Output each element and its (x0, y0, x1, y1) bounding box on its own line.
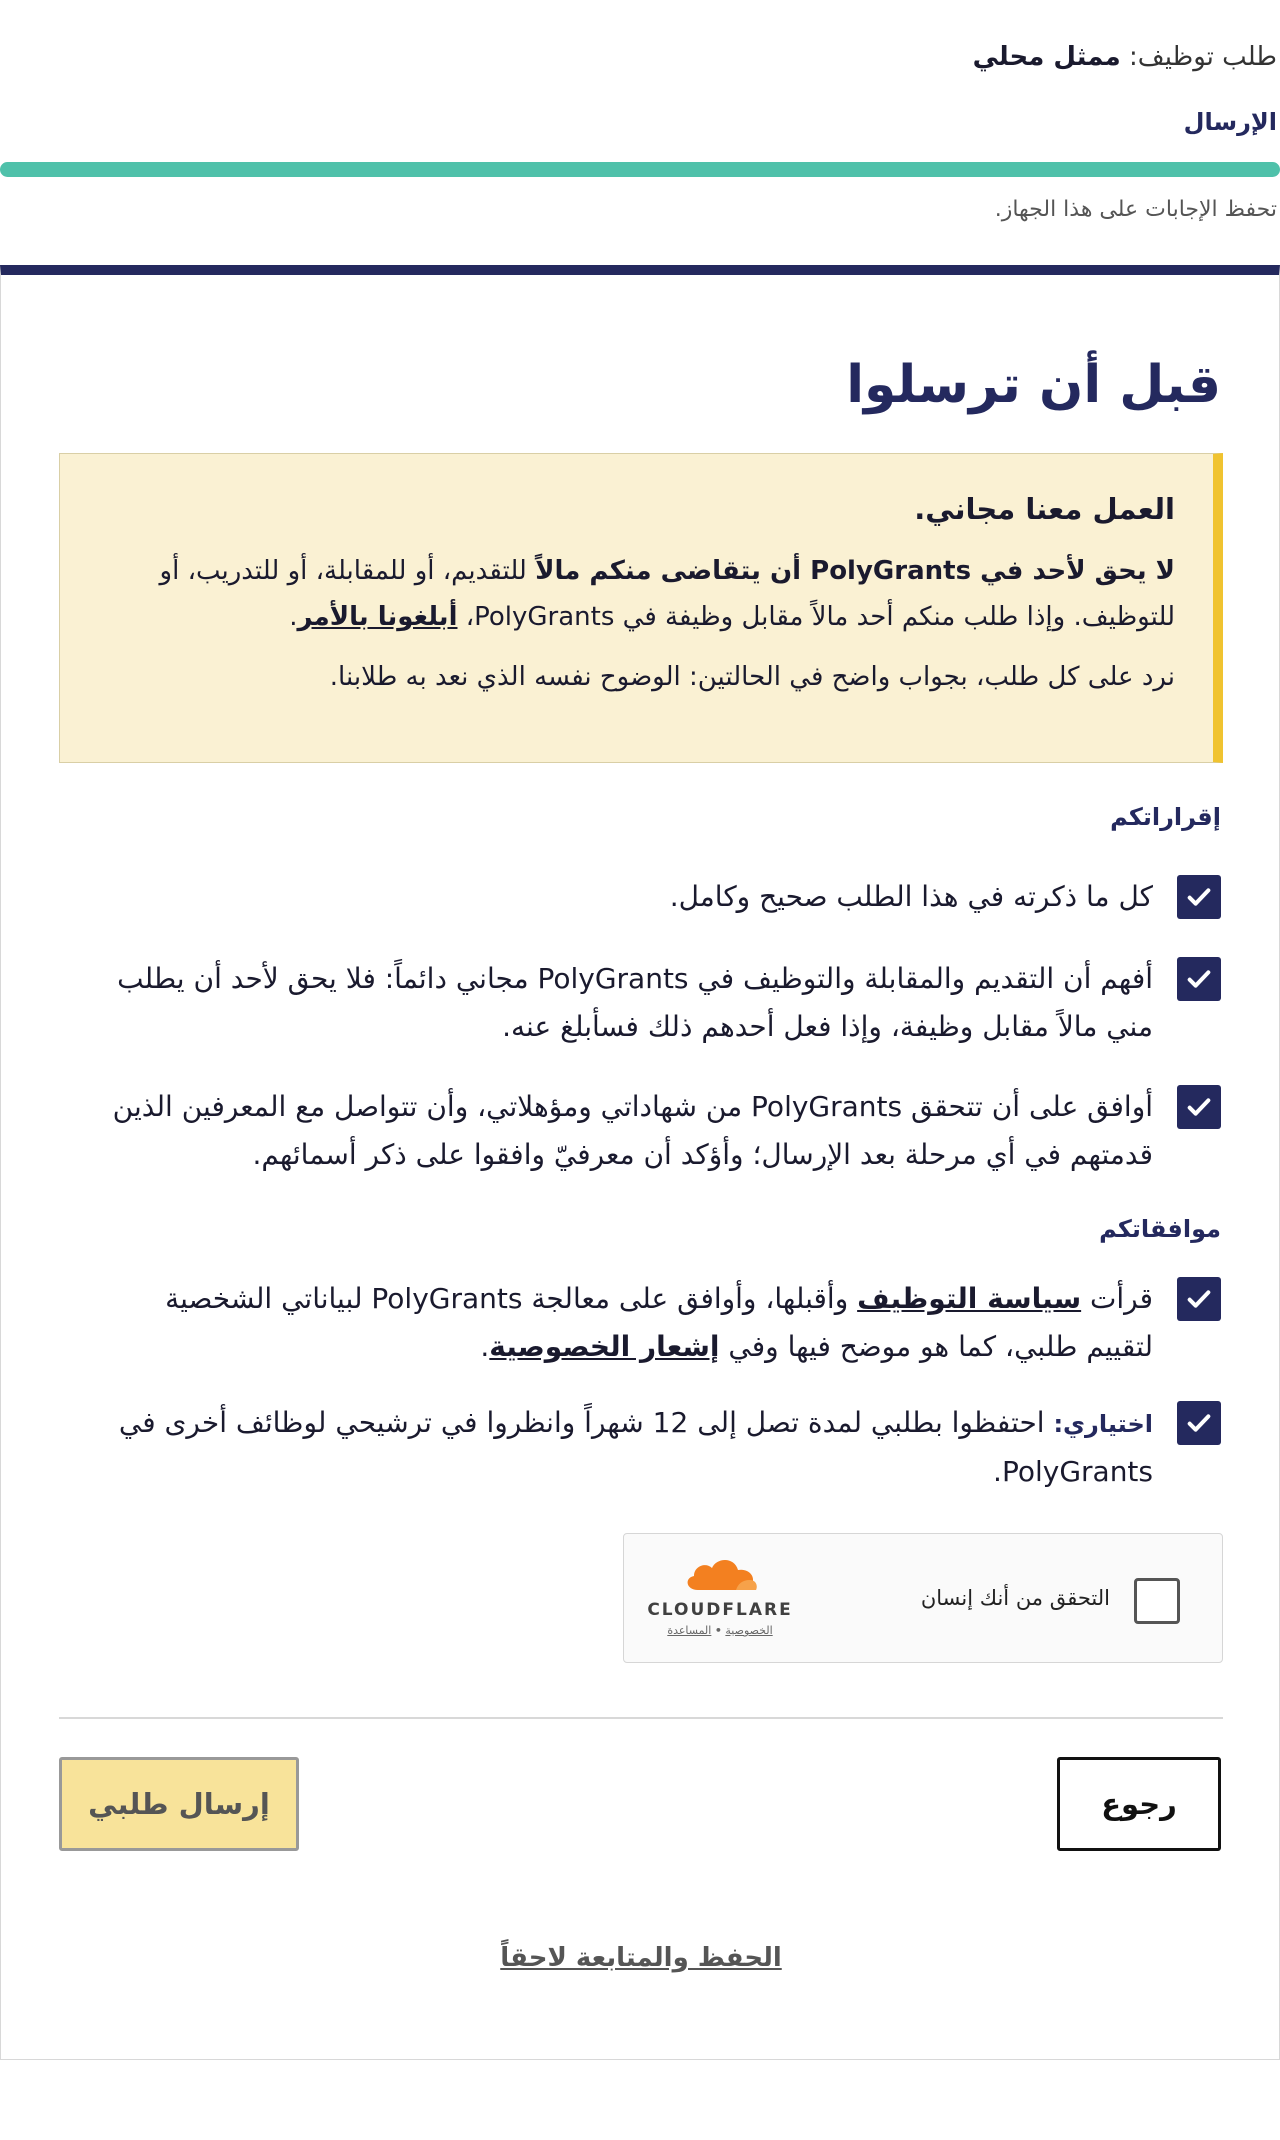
declaration-row-2[interactable] (91, 955, 1221, 1051)
notice-end: . (289, 602, 298, 632)
notice-bold-text: لا يحق لأحد في PolyGrants أن يتقاضى منكم مالاً (535, 556, 1175, 586)
check-icon (1183, 1091, 1215, 1123)
captcha-widget (623, 1533, 1223, 1663)
consent-text-part: وأقبلها، وأوافق على معالجة PolyGrants لبياناتي الشخصية لتقييم طلبي، كما هو موضح فيها وفي (165, 1282, 1153, 1363)
consent-text-1 (91, 1275, 1153, 1371)
step-label: الإرسال (1183, 108, 1277, 136)
consent-checkbox-1[interactable] (1177, 1277, 1221, 1321)
consent-row-1[interactable] (91, 1275, 1221, 1371)
declaration-checkbox-1[interactable] (1177, 875, 1221, 919)
captcha-label: التحقق من أنك إنسان (920, 1586, 1110, 1610)
privacy-notice-link[interactable]: إشعار الخصوصية (489, 1330, 720, 1363)
check-icon (1183, 1283, 1215, 1315)
check-icon (1183, 881, 1215, 913)
consent-text-2 (91, 1399, 1153, 1496)
notice-paragraph (100, 548, 1175, 640)
consents-title: موافقاتكم (1099, 1215, 1221, 1243)
declaration-text-1: كل ما ذكرته في هذا الطلب صحيح وكامل. (669, 880, 1153, 913)
report-link[interactable]: أبلغونا بالأمر (297, 602, 458, 632)
declaration-checkbox-2[interactable] (1177, 957, 1221, 1001)
consent-text-part: احتفظوا بطلبي لمدة تصل إلى 12 شهراً وانظروا في ترشيحي لوظائف أخرى في PolyGrants. (118, 1406, 1153, 1488)
hiring-policy-link[interactable]: سياسة التوظيف (857, 1282, 1082, 1315)
free-work-notice (59, 453, 1223, 763)
captcha-checkbox[interactable] (1134, 1578, 1180, 1624)
consent-text-part: قرأت (1081, 1282, 1153, 1315)
back-button[interactable]: رجوع (1057, 1757, 1221, 1851)
check-icon (1183, 963, 1215, 995)
cloudflare-wordmark: CLOUDFLARE (647, 1600, 793, 1620)
consent-row-2[interactable] (91, 1399, 1221, 1496)
divider (59, 1717, 1223, 1719)
captcha-links (640, 1624, 800, 1637)
progress-bar (0, 162, 1280, 177)
notice-text: للتقديم، أو للمقابلة، أو للتدريب، أو للتوظيف. وإذا طلب منكم أحد مالاً مقابل وظيفة في PolyGrants، (159, 556, 1175, 632)
notice-heading: العمل معنا مجاني. (914, 492, 1175, 526)
save-note: تحفظ الإجابات على هذا الجهاز. (994, 197, 1277, 222)
submit-card (0, 265, 1280, 2060)
declarations-title: إقراراتكم (1110, 803, 1221, 831)
consent-checkbox-2[interactable] (1177, 1401, 1221, 1445)
save-and-continue-later-link[interactable]: الحفظ والمتابعة لاحقاً (500, 1943, 782, 1973)
job-title: ممثل محلي (972, 42, 1121, 72)
optional-label: اختياري: (1053, 1410, 1153, 1438)
consent-text-part: . (480, 1330, 490, 1363)
captcha-help-link[interactable]: المساعدة (667, 1624, 712, 1637)
cloudflare-logo (640, 1554, 800, 1644)
declaration-row-1[interactable] (91, 873, 1221, 921)
page-title: قبل أن ترسلوا (846, 355, 1221, 415)
declaration-row-3[interactable] (91, 1083, 1221, 1179)
check-icon (1183, 1407, 1215, 1439)
declaration-text-2: أفهم أن التقديم والمقابلة والتوظيف في PolyGrants مجاني دائماً: فلا يحق لأحد أن يطلب مني مالاً مقابل وظيفة، وإذا فعل أحدهم ذلك فسأبلغ عنه. (117, 962, 1153, 1043)
declaration-checkbox-3[interactable] (1177, 1085, 1221, 1129)
captcha-privacy-link[interactable]: الخصوصية (725, 1624, 773, 1637)
captcha-link-separator: • (714, 1624, 722, 1637)
job-title-line (973, 42, 1277, 72)
submit-application-button[interactable]: إرسال طلبي (59, 1757, 299, 1851)
notice-paragraph-2: نرد على كل طلب، بجواب واضح في الحالتين: الوضوح نفسه الذي نعد به طلابنا. (329, 662, 1175, 692)
job-prefix: طلب توظيف: (1129, 42, 1277, 72)
cloudflare-cloud-icon (680, 1554, 760, 1594)
declaration-text-3: أوافق على أن تتحقق PolyGrants من شهاداتي ومؤهلاتي، وأن تتواصل مع المعرفين الذين قدمتهم في أي مرحلة بعد الإرسال؛ وأؤكد أن معرفيّ وافقوا على ذكر أسمائهم. (112, 1090, 1153, 1171)
